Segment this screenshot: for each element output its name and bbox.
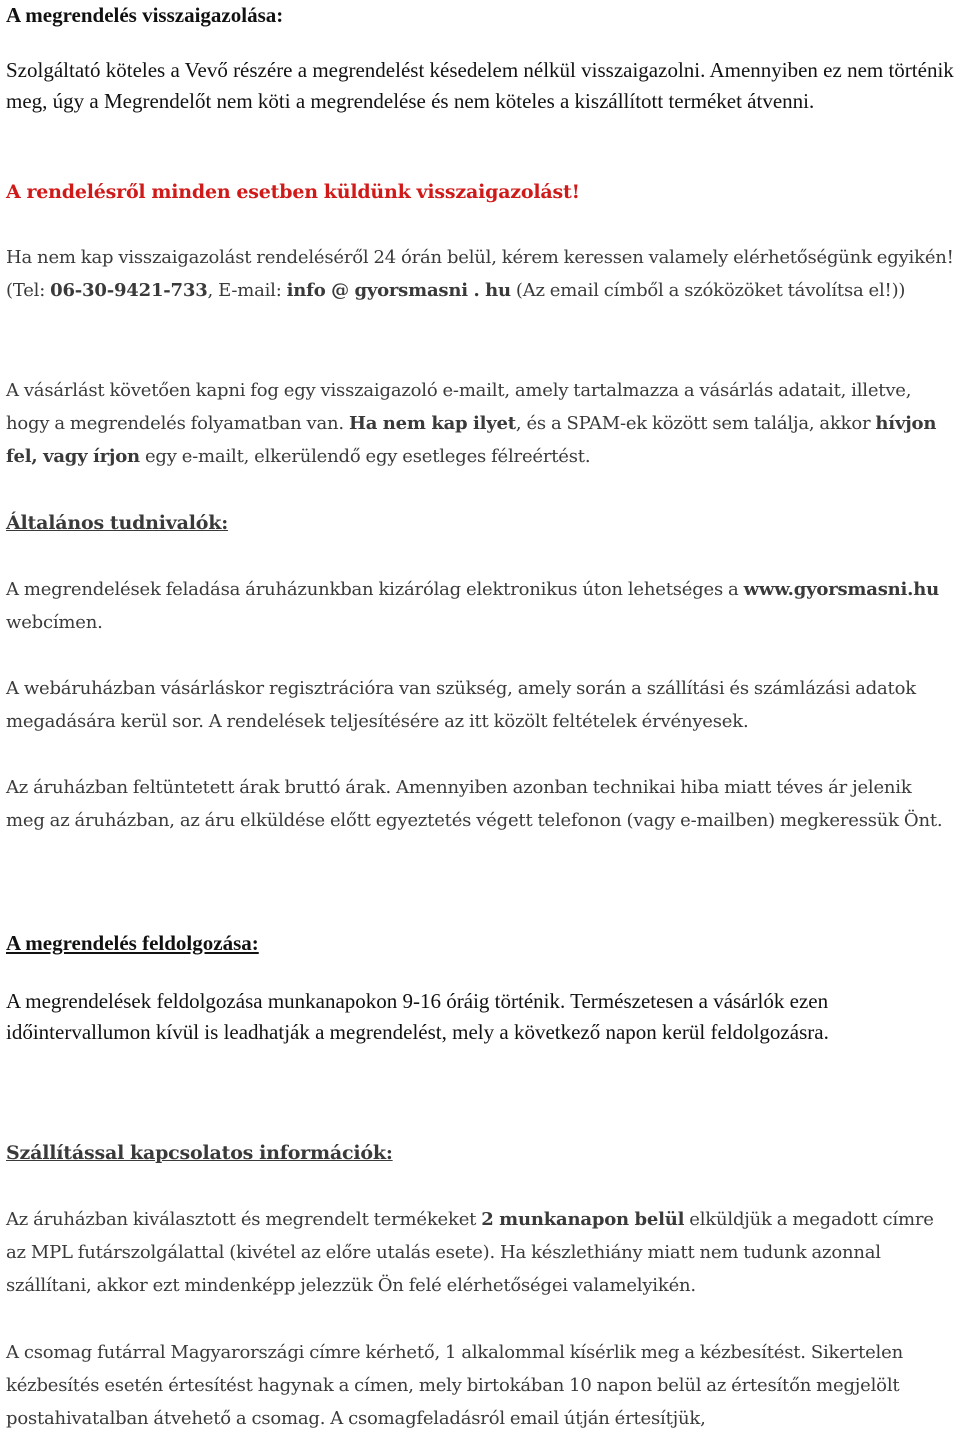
website-link[interactable]: www.gyorsmasni.hu <box>743 579 940 600</box>
section-heading-confirmation: A megrendelés visszaigazolása: <box>6 3 284 27</box>
confirmation-paragraph: Szolgáltató köteles a Vevő részére a megrendelést késedelem nélkül visszaigazolni. Amennyiben ez nem történik meg, úgy a Megrendelőt nem köti a megrendelése és nem köteles a kiszállított terméket átvenni. <box>6 58 954 113</box>
shipping-delivery-paragraph: Az áruházban kiválasztott és megrendelt termékeket 2 munkanapon belül elküldjük a megadott címre az MPL futárszolgálattal (kivétel az előre utalás esete). Ha készlethiány miatt nem tudunk azonnal szállítani, akkor ezt mindenképp jelezzük Ön felé elérhetőségei valamelyikén. <box>6 1209 934 1296</box>
confirmation-contact-paragraph: Ha nem kap visszaigazolást rendeléséről 24 órán belül, kérem keressen valamely elérhetőségünk egyikén! (Tel: 06-30-9421-733, E-mail: info @ gyorsmasni . hu (Az email címből a szóközöket távolítsa el!)) <box>6 247 954 301</box>
email-address: info @ gyorsmasni . hu <box>286 280 511 301</box>
phone-number: 06-30-9421-733 <box>50 280 208 301</box>
processing-paragraph: A megrendelések feldolgozása munkanapokon 9-16 óráig történik. Természetesen a vásárlók ezen időintervallumon kívül is leadhatják a megrendelést, mely a következő napon kerül feldolgozásra. <box>6 989 829 1044</box>
general-registration-paragraph: A webáruházban vásárláskor regisztrációra van szükség, amely során a szállítási és számlázási adatok megadására kerül sor. A rendelések teljesítésére az itt közölt feltételek érvényesek. <box>6 678 916 732</box>
section-heading-processing: A megrendelés feldolgozása: <box>6 931 259 955</box>
general-ordering-paragraph: A megrendelések feladása áruházunkban kizárólag elektronikus úton lehetséges a www.gyorsmasni.hu webcímen. <box>6 579 940 633</box>
shipping-courier-paragraph: A csomag futárral Magyarországi címre kérhető, 1 alkalommal kísérlik meg a kézbesítést. Sikertelen kézbesítés esetén értesítést hagynak a címen, mely birtokában 10 napon belül az értesítőn megjelölt postahivatalban átvehető a csomag. A csomagfeladásról email útján értesítjük, <box>6 1342 903 1429</box>
confirmation-red-note: A rendelésről minden esetben küldünk visszaigazolást! <box>6 181 580 203</box>
section-heading-general: Általános tudnivalók: <box>6 512 229 534</box>
section-heading-shipping: Szállítással kapcsolatos információk: <box>6 1142 393 1164</box>
general-prices-paragraph: Az áruházban feltüntetett árak bruttó árak. Amennyiben azonban technikai hiba miatt téves ár jelenik meg az áruházban, az áru elküldése előtt egyeztetés végett telefonon (vagy e-mailben) megkeressük Önt. <box>6 777 943 831</box>
confirmation-email-paragraph: A vásárlást követően kapni fog egy visszaigazoló e-mailt, amely tartalmazza a vásárlás adatait, illetve, hogy a megrendelés folyamatban van. Ha nem kap ilyet, és a SPAM-ek között sem találja, akkor hívjon fel, vagy írjon egy e-mailt, elkerülendő egy esetleges félreértést. <box>6 380 937 467</box>
